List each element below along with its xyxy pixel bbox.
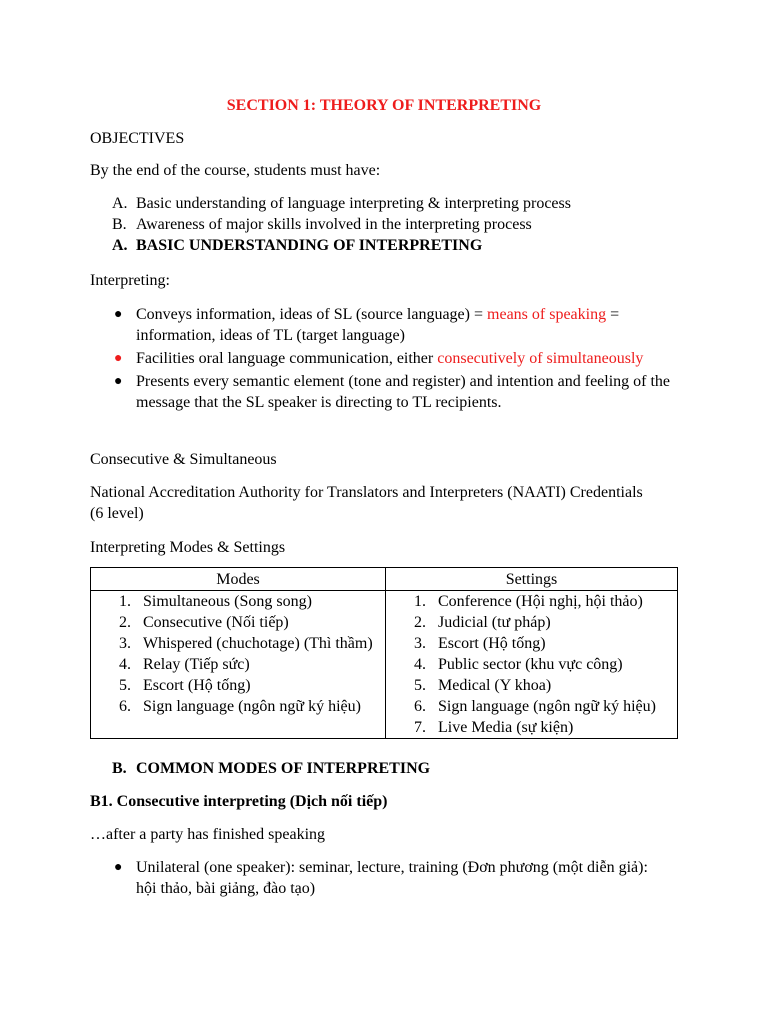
naati-text: National Accreditation Authority for Translators and Interpreters (NAATI) Credentials (6 level) (90, 484, 643, 522)
bullet-text: Conveys information, ideas of SL (source language) = (136, 306, 488, 323)
setting-num: 5. (414, 677, 426, 694)
setting-item (386, 675, 677, 696)
settings-cell (386, 591, 678, 739)
section-b-row (112, 758, 672, 779)
mode-item (91, 633, 385, 654)
setting-item (386, 633, 677, 654)
setting-item (386, 696, 677, 717)
mode-num: 6. (119, 698, 131, 715)
objective-item (112, 214, 672, 235)
setting-text: Sign language (ngôn ngữ ký hiệu) (438, 698, 656, 715)
mode-item (91, 612, 385, 633)
objectives-list (112, 193, 672, 256)
setting-text: Medical (Y khoa) (438, 677, 552, 694)
bullet-dot-icon: ● (114, 374, 123, 389)
section-b-heading (112, 758, 672, 779)
mode-text: Sign language (ngôn ngữ ký hiệu) (143, 698, 361, 715)
modes-cell (91, 591, 386, 739)
table-header-row (91, 568, 678, 591)
setting-item (386, 717, 677, 738)
setting-num: 1. (414, 593, 426, 610)
bullet-dot-icon: ● (114, 860, 123, 875)
section-a-marker: A. (112, 237, 128, 254)
modes-header: Modes (91, 568, 386, 591)
bullet-text: Facilities oral language communication, either (136, 350, 438, 367)
setting-text: Judicial (tư pháp) (438, 614, 551, 631)
mode-item (91, 591, 385, 612)
objective-marker: A. (112, 195, 128, 212)
mode-item (91, 696, 385, 717)
setting-num: 7. (414, 719, 426, 736)
mode-num: 3. (119, 635, 131, 652)
setting-num: 4. (414, 656, 426, 673)
b1-intro: …after a party has finished speaking (90, 826, 326, 843)
section-a-heading (112, 235, 672, 256)
setting-num: 3. (414, 635, 426, 652)
intro-text: By the end of the course, students must have: (90, 162, 381, 179)
setting-item (386, 654, 677, 675)
objectives-heading: OBJECTIVES (90, 130, 185, 147)
mode-item (91, 675, 385, 696)
setting-num: 6. (414, 698, 426, 715)
mode-text: Simultaneous (Song song) (143, 593, 312, 610)
section-b-text: COMMON MODES OF INTERPRETING (136, 760, 431, 777)
b1-heading: B1. Consecutive interpreting (Dịch nối tiếp) (90, 793, 388, 810)
objective-text: Awareness of major skills involved in the interpreting process (136, 216, 532, 233)
bullet-text: Presents every semantic element (tone and register) and intention and feeling of the message that the SL speaker is directing to TL recipients. (136, 373, 671, 411)
setting-item (386, 612, 677, 633)
objective-item (112, 193, 672, 214)
setting-item (386, 591, 677, 612)
bullet-highlight: consecutively of simultaneously (437, 350, 644, 367)
bullet-text: Unilateral (one speaker): seminar, lecture, training (Đơn phương (một diễn giả): hội thảo, bài giảng, đào tạo) (136, 859, 648, 897)
modes-settings-table (90, 567, 678, 739)
setting-num: 2. (414, 614, 426, 631)
section-b-marker: B. (112, 760, 127, 777)
b1-bullets (112, 857, 662, 901)
setting-text: Live Media (sự kiện) (438, 719, 574, 736)
settings-header: Settings (386, 568, 678, 591)
interpreting-bullets (112, 304, 682, 415)
bullet-item (112, 857, 662, 899)
mode-num: 1. (119, 593, 131, 610)
setting-text: Public sector (khu vực công) (438, 656, 623, 673)
bullet-dot-icon: ● (114, 307, 123, 322)
mode-item (91, 654, 385, 675)
bullet-text-end: = information, ideas of TL (target language) (136, 306, 620, 344)
setting-text: Escort (Hộ tống) (438, 635, 546, 652)
bullet-highlight: means of speaking (487, 306, 607, 323)
setting-text: Conference (Hội nghị, hội thảo) (438, 593, 643, 610)
mode-text: Whispered (chuchotage) (Thì thầm) (143, 635, 373, 652)
table-row (91, 591, 678, 739)
section-a-text: BASIC UNDERSTANDING OF INTERPRETING (136, 237, 483, 254)
bullet-item (112, 348, 682, 369)
objective-marker: B. (112, 216, 127, 233)
mode-text: Consecutive (Nối tiếp) (143, 614, 289, 631)
mode-num: 4. (119, 656, 131, 673)
objective-text: Basic understanding of language interpreting & interpreting process (136, 195, 571, 212)
interpreting-label: Interpreting: (90, 272, 170, 289)
mode-num: 5. (119, 677, 131, 694)
consecutive-simultaneous: Consecutive & Simultaneous (90, 451, 277, 468)
bullet-dot-icon: ● (114, 351, 123, 366)
mode-num: 2. (119, 614, 131, 631)
bullet-item (112, 304, 682, 346)
section-title: SECTION 1: THEORY OF INTERPRETING (226, 97, 542, 114)
modes-settings-heading: Interpreting Modes & Settings (90, 539, 286, 556)
mode-text: Escort (Hộ tống) (143, 677, 251, 694)
mode-text: Relay (Tiếp sức) (143, 656, 250, 673)
bullet-item (112, 371, 682, 413)
